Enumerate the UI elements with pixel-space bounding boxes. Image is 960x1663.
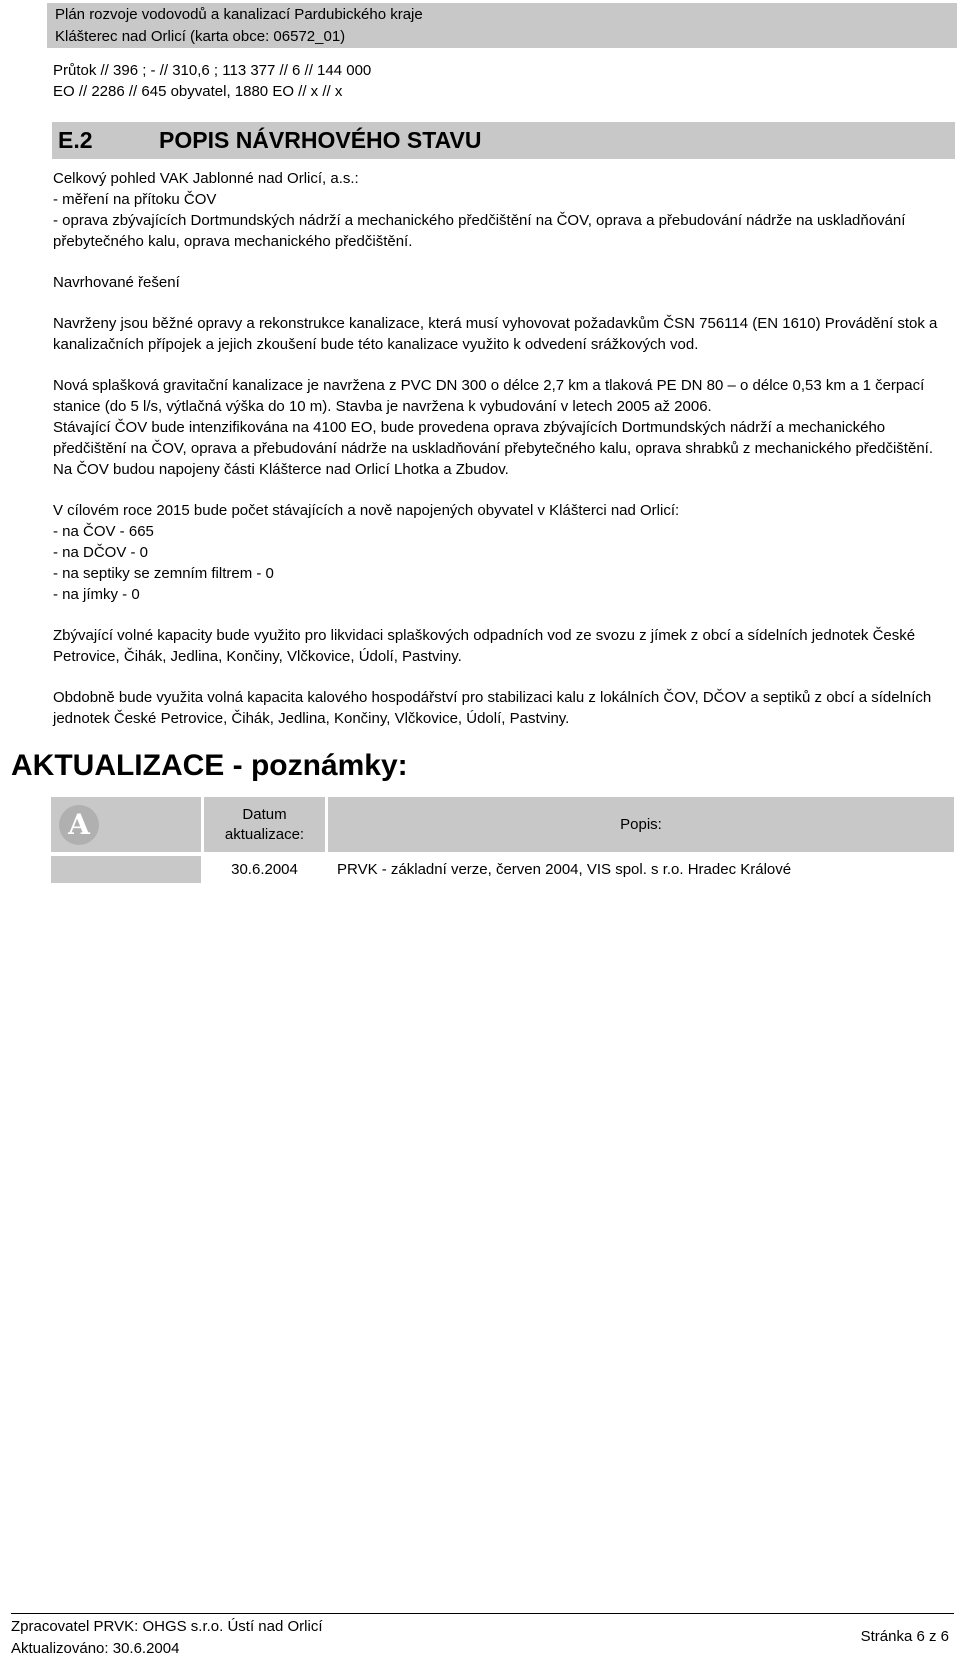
column-header-description: Popis: xyxy=(328,797,954,852)
footer-divider xyxy=(11,1613,954,1614)
solution-heading: Navrhované řešení xyxy=(53,274,180,291)
section-title: POPIS NÁVRHOVÉHO STAVU xyxy=(159,127,482,153)
paragraph-sludge: Obdobně bude využita volná kapacita kalového hospodářství pro stabilizaci kalu z lokálních ČOV, DČOV a septiků z obcí a sídelních jednotek České Petrovice, Čihák, Jedlina, Končiny, Vlčkovice, Údolí, Pastviny. xyxy=(53,689,932,727)
overview-item: - měření na přítoku ČOV xyxy=(53,191,217,208)
paragraph-capacity: Zbývající volné kapacity bude využito pro likvidaci splaškových odpadních vod ze svozu z jímek z obcí a sídelních jednotek České Petrovice, Čihák, Jedlina, Končiny, Vlčkovice, Údolí, Pastviny. xyxy=(53,627,916,665)
paragraph-population-intro: V cílovém roce 2015 bude počet stávajících a nově napojených obyvatel v Klášterci nad Orlicí: xyxy=(53,502,680,519)
section-heading xyxy=(52,122,955,159)
row-spacer xyxy=(51,856,201,883)
capacity-info xyxy=(53,60,371,102)
updates-table xyxy=(51,797,954,883)
footer-updated: Aktualizováno: 30.6.2004 xyxy=(11,1640,180,1657)
capacity-line-1: Průtok // 396 ; - // 310,6 ; 113 377 // 6 // 144 000 xyxy=(53,62,372,79)
population-item: - na septiky se zemním filtrem - 0 xyxy=(53,565,274,582)
overview-heading: Celkový pohled VAK Jablonné nad Orlicí, a.s.: xyxy=(53,170,359,187)
column-header-date: Datum aktualizace: xyxy=(204,797,325,852)
section-body xyxy=(53,168,953,729)
row-date: 30.6.2004 xyxy=(204,856,325,883)
paragraph-standards: Navrženy jsou běžné opravy a rekonstrukce kanalizace, která musí vyhovovat požadavkům ČSN 756114 (EN 1610) Provádění stok a kanalizačních přípojek a jejich zkoušení bude této kanalizace využito k odvedení srážkových vod. xyxy=(53,315,938,353)
logo-a-icon: A xyxy=(59,805,99,845)
logo-cell xyxy=(51,797,201,852)
paragraph-wwtp: Stávající ČOV bude intenzifikována na 4100 EO, bude provedena oprava zbývajících Dortmundských nádrží a mechanického předčištění na ČOV, oprava a přebudování nádrže na uskladňování přebytečného kalu, oprava shrabků z mechanického předčištění. Na ČOV budou napojeny části Klášterce nad Orlicí Lhotka a Zbudov. xyxy=(53,419,933,478)
updates-title: AKTUALIZACE - poznámky: xyxy=(11,749,408,782)
page-number: Stránka 6 z 6 xyxy=(860,1628,949,1645)
document-subtitle: Klášterec nad Orlicí (karta obce: 06572_01) xyxy=(55,28,346,45)
capacity-line-2: EO // 2286 // 645 obyvatel, 1880 EO // x // x xyxy=(53,83,343,100)
document-header xyxy=(47,3,957,48)
footer-processor: Zpracovatel PRVK: OHGS s.r.o. Ústí nad Orlicí xyxy=(11,1618,323,1635)
population-item: - na jímky - 0 xyxy=(53,586,140,603)
section-number: E.2 xyxy=(58,127,93,153)
population-item: - na DČOV - 0 xyxy=(53,544,149,561)
updates-table-header xyxy=(51,797,954,852)
row-description: PRVK - základní verze, červen 2004, VIS spol. s r.o. Hradec Králové xyxy=(328,856,954,883)
overview-item: - oprava zbývajících Dortmundských nádrží a mechanického předčištění na ČOV, oprava a přebudování nádrže na uskladňování přebytečného kalu, oprava mechanického předčištění. xyxy=(53,212,906,250)
document-title: Plán rozvoje vodovodů a kanalizací Pardubického kraje xyxy=(55,6,423,23)
page-footer xyxy=(11,1612,954,1657)
table-row xyxy=(51,856,954,883)
population-item: - na ČOV - 665 xyxy=(53,523,154,540)
paragraph-new-sewer: Nová splašková gravitační kanalizace je navržena z PVC DN 300 o délce 2,7 km a tlaková PE DN 80 – o délce 0,53 km a 1 čerpací stanice (do 5 l/s, výtlačná výška do 10 m). Stavba je navržena k vybudování v letech 2005 až 2006. xyxy=(53,377,925,415)
